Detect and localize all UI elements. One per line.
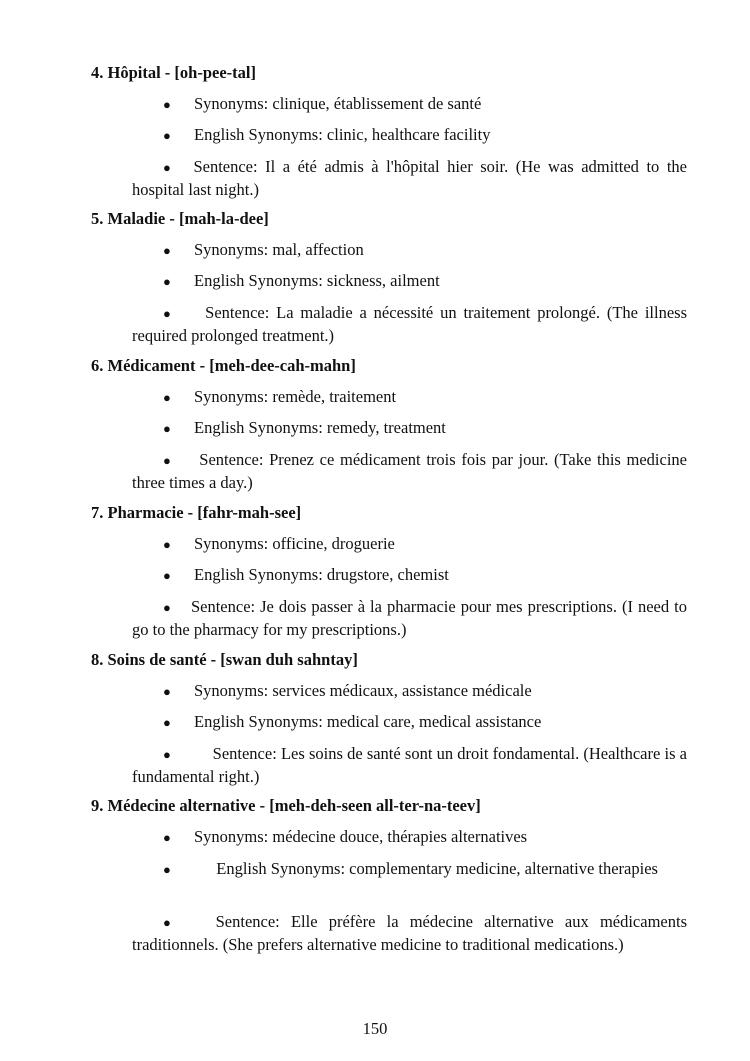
- synonyms-text: Synonyms: mal, affection: [194, 240, 364, 259]
- english-synonyms-item: [163, 712, 693, 733]
- bullet-icon: ●: [163, 862, 171, 877]
- bullet-icon: ●: [163, 568, 171, 583]
- synonyms-text: Synonyms: remède, traitement: [194, 387, 397, 406]
- bullet-icon: ●: [163, 600, 171, 615]
- synonyms-item: [163, 681, 693, 702]
- entry-heading: 7. Pharmacie - [fahr-mah-see]: [91, 503, 302, 522]
- sentence-text: Sentence: Je dois passer à la pharmacie pour mes prescriptions. (I need to go to the pharmacy for my prescriptions.): [132, 597, 687, 639]
- synonyms-item: [163, 387, 693, 408]
- bullet-icon: ●: [163, 160, 171, 175]
- synonyms-text: Synonyms: médecine douce, thérapies alternatives: [194, 827, 528, 846]
- sentence-text: Sentence: Elle préfère la médecine alternative aux médicaments traditionnels. (She prefers alternative medicine to traditional medications.): [132, 912, 687, 954]
- entry-heading: 9. Médecine alternative - [meh-deh-seen all-ter-na-teev]: [91, 796, 481, 815]
- bullet-icon: ●: [163, 243, 171, 258]
- synonyms-item: [163, 827, 693, 848]
- bullet-icon: ●: [163, 274, 171, 289]
- english-synonyms-text: English Synonyms: complementary medicine, alternative therapies: [216, 859, 658, 878]
- bullet-icon: ●: [163, 128, 171, 143]
- entry-heading: 4. Hôpital - [oh-pee-tal]: [91, 63, 256, 82]
- sentence-item: [132, 156, 687, 201]
- page-number: 150: [362, 1019, 388, 1038]
- english-synonyms-text: English Synonyms: drugstore, chemist: [194, 565, 449, 584]
- bullet-icon: ●: [163, 390, 171, 405]
- sentence-text: Sentence: La maladie a nécessité un traitement prolongé. (The illness required prolonged treatment.): [132, 303, 688, 345]
- synonyms-text: Synonyms: services médicaux, assistance médicale: [194, 681, 532, 700]
- bullet-icon: ●: [163, 830, 171, 845]
- bullet-icon: ●: [163, 306, 171, 321]
- english-synonyms-item: [163, 565, 693, 586]
- sentence-text: Sentence: Les soins de santé sont un droit fondamental. (Healthcare is a fundamental right.): [132, 744, 687, 786]
- synonyms-item: [163, 94, 693, 115]
- english-synonyms-item: [163, 271, 693, 292]
- sentence-item: [132, 911, 687, 956]
- bullet-icon: ●: [163, 453, 171, 468]
- entry-heading: 5. Maladie - [mah-la-dee]: [91, 209, 269, 228]
- bullet-icon: ●: [163, 537, 171, 552]
- sentence-item: [132, 596, 687, 641]
- sentence-text: Sentence: Il a été admis à l'hôpital hier soir. (He was admitted to the hospital last night.): [132, 157, 687, 199]
- english-synonyms-text: English Synonyms: remedy, treatment: [194, 418, 446, 437]
- english-synonyms-item: [163, 418, 693, 439]
- entry-heading: 8. Soins de santé - [swan duh sahntay]: [91, 650, 358, 669]
- english-synonyms-item: [163, 125, 693, 146]
- english-synonyms-text: English Synonyms: sickness, ailment: [194, 271, 440, 290]
- bullet-icon: ●: [163, 715, 171, 730]
- synonyms-item: [163, 534, 693, 555]
- sentence-item: [132, 302, 687, 347]
- synonyms-text: Synonyms: clinique, établissement de santé: [194, 94, 482, 113]
- sentence-item: [132, 449, 687, 494]
- english-synonyms-text: English Synonyms: medical care, medical assistance: [194, 712, 542, 731]
- bullet-icon: ●: [163, 421, 171, 436]
- english-synonyms-text: English Synonyms: clinic, healthcare facility: [194, 125, 491, 144]
- bullet-icon: ●: [163, 684, 171, 699]
- bullet-icon: ●: [163, 97, 171, 112]
- sentence-item: [132, 743, 687, 788]
- bullet-icon: ●: [163, 747, 171, 762]
- entry-heading: 6. Médicament - [meh-dee-cah-mahn]: [91, 356, 356, 375]
- synonyms-item: [163, 240, 693, 261]
- bullet-icon: ●: [163, 915, 171, 930]
- english-synonyms-item: [132, 858, 687, 881]
- sentence-text: Sentence: Prenez ce médicament trois fois par jour. (Take this medicine three times a day.): [132, 450, 687, 492]
- synonyms-text: Synonyms: officine, droguerie: [194, 534, 395, 553]
